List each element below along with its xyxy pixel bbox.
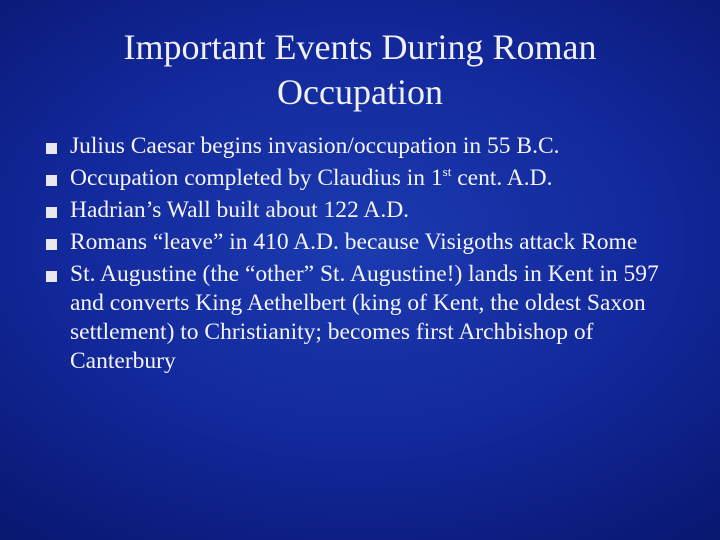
square-bullet-icon [46, 143, 57, 154]
list-item [44, 260, 694, 376]
list-item [44, 132, 694, 161]
list-item [44, 228, 694, 257]
square-bullet-icon [46, 239, 57, 250]
square-bullet-icon [46, 207, 57, 218]
bullet-text-start: Occupation completed by Claudius in 1 [70, 165, 443, 191]
bullet-text: Hadrian’s Wall built about 122 A.D. [70, 197, 410, 223]
bullet-list [44, 132, 694, 379]
list-item [44, 164, 694, 193]
bullet-text: Julius Caesar begins invasion/occupation in 55 B.C. [70, 133, 560, 159]
bullet-text-end: cent. A.D. [451, 165, 553, 191]
list-item [44, 196, 694, 225]
bullet-text: St. Augustine (the “other” St. Augustine!) lands in Kent in 597 and converts King Aethelbert (king of Kent, the oldest Saxon settlement) to Christianity; becomes first Archbishop of Canterbury [70, 261, 659, 374]
bullet-text: Romans “leave” in 410 A.D. because Visigoths attack Rome [70, 229, 638, 255]
ordinal-suffix: st [442, 164, 452, 180]
square-bullet-icon [46, 175, 57, 186]
square-bullet-icon [46, 271, 57, 282]
slide-title: Important Events During Roman Occupation [123, 27, 597, 112]
